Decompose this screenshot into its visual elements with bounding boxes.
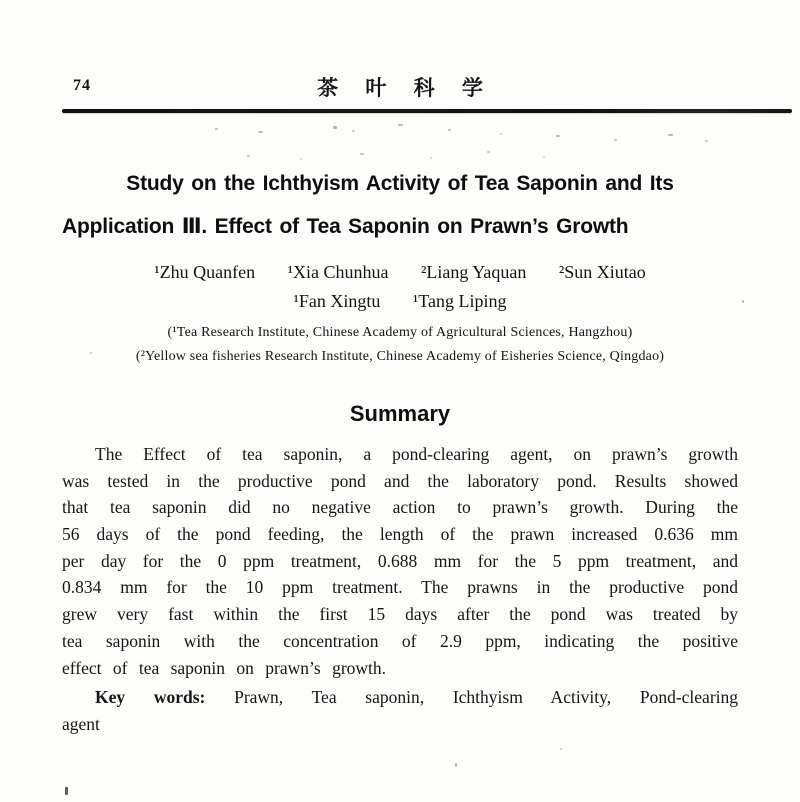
author-name: ¹Fan Xingtu — [293, 291, 381, 311]
summary-line: was tested in the productive pond and the laboratory pond. Results showed — [62, 470, 738, 491]
summary-line: that tea saponin did no negative action to prawn’s growth. During the — [62, 497, 738, 518]
author-name: ²Liang Yaquan — [420, 262, 527, 282]
summary-line: grew very fast within the first 15 days after the pond was treated by — [62, 604, 738, 625]
summary-line: tea saponin with the concentration of 2.9 ppm, indicating the positive — [62, 630, 738, 651]
article-title-line1: Study on the Ichthyism Activity of Tea Saponin and Its — [126, 172, 674, 195]
summary-line: 56 days of the pond feeding, the length of the prawn increased 0.636 mm — [62, 524, 738, 545]
author-name: ¹Zhu Quanfen — [154, 262, 256, 282]
author-name: ¹Tang Liping — [412, 291, 507, 311]
authors-row-2 — [62, 291, 738, 312]
keywords-label: Key words: — [95, 687, 206, 707]
summary-line: 0.834 mm for the 10 ppm treatment. The prawns in the productive pond — [62, 577, 738, 598]
journal-title-chinese: 茶 叶 科 学 — [317, 76, 483, 100]
author-name: ¹Xia Chunhua — [287, 262, 389, 282]
author-name: ²Sun Xiutao — [558, 262, 646, 282]
summary-line: effect of tea saponin on prawn’s growth. — [62, 657, 387, 678]
keywords-text: Prawn, Tea saponin, Ichthyism Activity, Pond-clearing — [234, 687, 739, 707]
affiliation-line-1: (¹Tea Research Institute, Chinese Academy of Agricultural Sciences, Hangzhou) — [167, 325, 633, 340]
keywords-line-2: agent — [62, 713, 100, 734]
keywords-line-1 — [62, 684, 738, 711]
page-number: 74 — [73, 77, 91, 94]
summary-line: The Effect of tea saponin, a pond-clearing agent, on prawn’s growth — [95, 444, 738, 464]
article-title-line2: Application Ⅲ. Effect of Tea Saponin on Prawn’s Growth — [62, 215, 629, 238]
header-rule — [62, 109, 792, 113]
summary-heading: Summary — [349, 401, 451, 426]
authors-row-1 — [62, 262, 738, 283]
affiliation-line-2: (²Yellow sea fisheries Research Institute, Chinese Academy of Eisheries Science, Qingdao) — [135, 349, 665, 364]
summary-line: per day for the 0 ppm treatment, 0.688 mm for the 5 ppm treatment, and — [62, 550, 738, 571]
summary-paragraph — [62, 441, 738, 681]
keywords-paragraph — [62, 684, 738, 737]
